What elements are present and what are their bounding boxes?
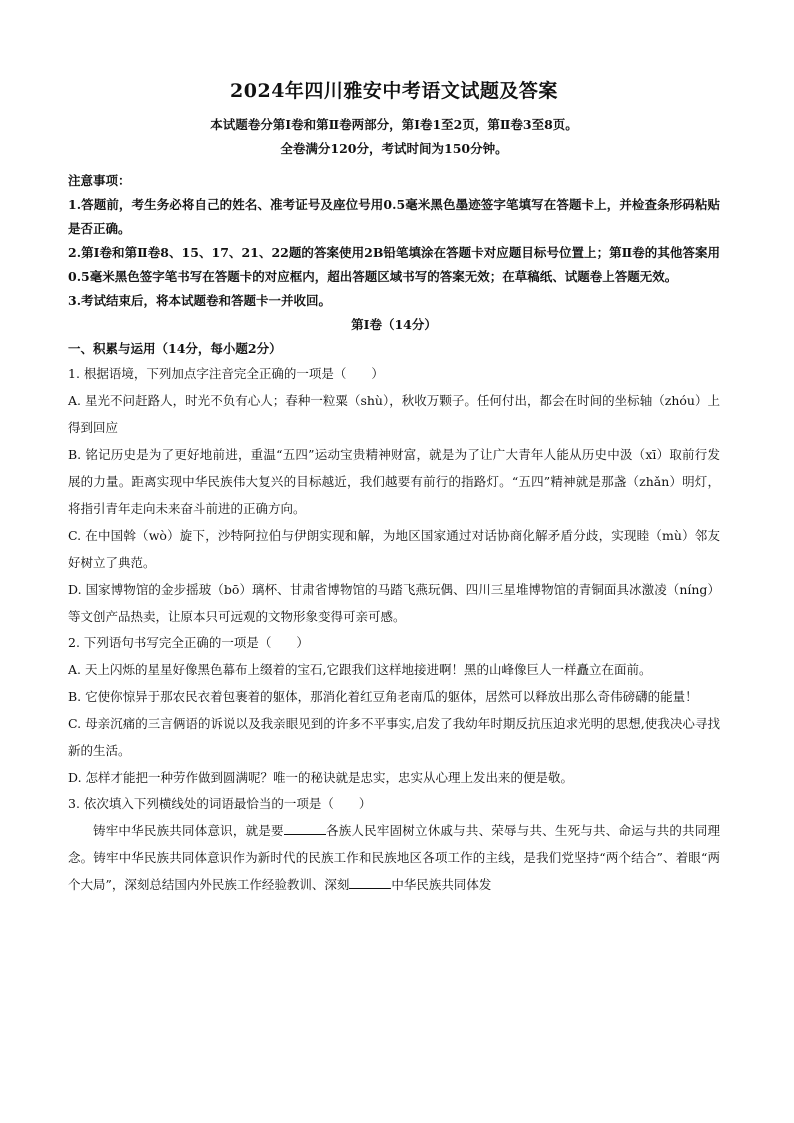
question-2: [68, 630, 720, 791]
question-passage: [68, 817, 720, 898]
option-a: A. 星光不问赶路人，时光不负有心人；春种一粒粟（shù），秋收万颗子。任何付出，都会在时间的坐标轴（zhóu）上得到回应: [68, 393, 720, 435]
question-stem: 2. 下列语句书写完全正确的一项是（ ）: [68, 635, 309, 650]
option-d: D. 国家博物馆的金步摇玻（bō）璃杯、甘肃省博物馆的马踏飞燕玩偶、四川三星堆博物馆的青铜面具冰激凌（níng）等文创产品热卖，让原本只可远观的文物形象变得可亲可感。: [68, 582, 720, 624]
part-title: 一、积累与运用（14分，每小题2分）: [68, 341, 282, 356]
passage-text: 各族人民牢固树立休戚与共、荣辱与共、生死与共、命运与共的共同理念。铸牢中华民族共同体意识作为新时代的民族工作和民族地区各项工作的主线，是我们党坚持“两个结合”、着眼“两个大局”，深刻总结国内外民族工作经验教训、深刻: [68, 823, 720, 892]
section-title: 第Ⅰ卷（14分）: [351, 317, 437, 332]
option-c: C. 母亲沉痛的三言俩语的诉说以及我亲眼见到的许多不平事实,启发了我幼年时期反抗压迫求光明的思想,使我决心寻找新的生活。: [68, 716, 720, 758]
notes-heading: 注意事项：: [68, 173, 131, 188]
page-title: 2024年四川雅安中考语文试题及答案: [230, 80, 558, 102]
question-3: [68, 791, 720, 898]
question-stem: 1. 根据语境，下列加点字注音完全正确的一项是（ ）: [68, 366, 384, 381]
option-c: C. 在中国斡（wò）旋下，沙特阿拉伯与伊朗实现和解，为地区国家通过对话协商化解矛盾分歧，实现睦（mù）邻友好树立了典范。: [68, 528, 720, 570]
exam-info-line-2: 全卷满分120分，考试时间为150分钟。: [280, 141, 508, 156]
exam-info-line-1: 本试题卷分第Ⅰ卷和第Ⅱ卷两部分，第Ⅰ卷1至2页，第Ⅱ卷3至8页。: [210, 117, 578, 132]
fill-blank-2: [349, 876, 391, 889]
question-1: [68, 361, 720, 630]
notes-item: 2.第Ⅰ卷和第Ⅱ卷8、15、17、21、22题的答案使用2B铅笔填涂在答题卡对应题目标号位置上；第Ⅱ卷的其他答案用0.5毫米黑色签字笔书写在答题卡的对应框内，超出答题区域书写的答案无效；在草稿纸、试题卷上答题无效。: [68, 245, 720, 284]
passage-text: 中华民族共同体发: [391, 877, 492, 892]
notes-item: 3.考试结束后，将本试题卷和答题卡一并收回。: [68, 293, 332, 308]
notes-block: [68, 169, 720, 313]
question-stem: 3. 依次填入下列横线处的词语最恰当的一项是（ ）: [68, 796, 372, 811]
option-b: B. 铭记历史是为了更好地前进，重温“五四”运动宝贵精神财富，就是为了让广大青年人能从历史中汲（xī）取前行发展的力量。距离实现中华民族伟大复兴的目标越近，我们越要有前行的指路灯。“五四”精神就是那盏（zhǎn）明灯，将指引青年走向未来奋斗前进的正确方向。: [68, 447, 720, 516]
notes-item: 1.答题前，考生务必将自己的姓名、准考证号及座位号用0.5毫米黑色墨迹签字笔填写在答题卡上，并检查条形码粘贴是否正确。: [68, 197, 720, 236]
option-d: D. 怎样才能把一种劳作做到圆满呢？唯一的秘诀就是忠实，忠实从心理上发出来的便是敬。: [68, 770, 574, 785]
option-b: B. 它使你惊异于那农民衣着包裹着的躯体，那消化着红豆角老南瓜的躯体，居然可以释放出那么奇伟磅礴的能量！: [68, 689, 698, 704]
fill-blank-1: [284, 822, 326, 835]
passage-text: 铸牢中华民族共同体意识，就是要: [93, 823, 284, 838]
option-a: A. 天上闪烁的星星好像黑色幕布上缀着的宝石,它跟我们这样地接进啊！黑的山峰像巨人一样矗立在面前。: [68, 662, 652, 677]
